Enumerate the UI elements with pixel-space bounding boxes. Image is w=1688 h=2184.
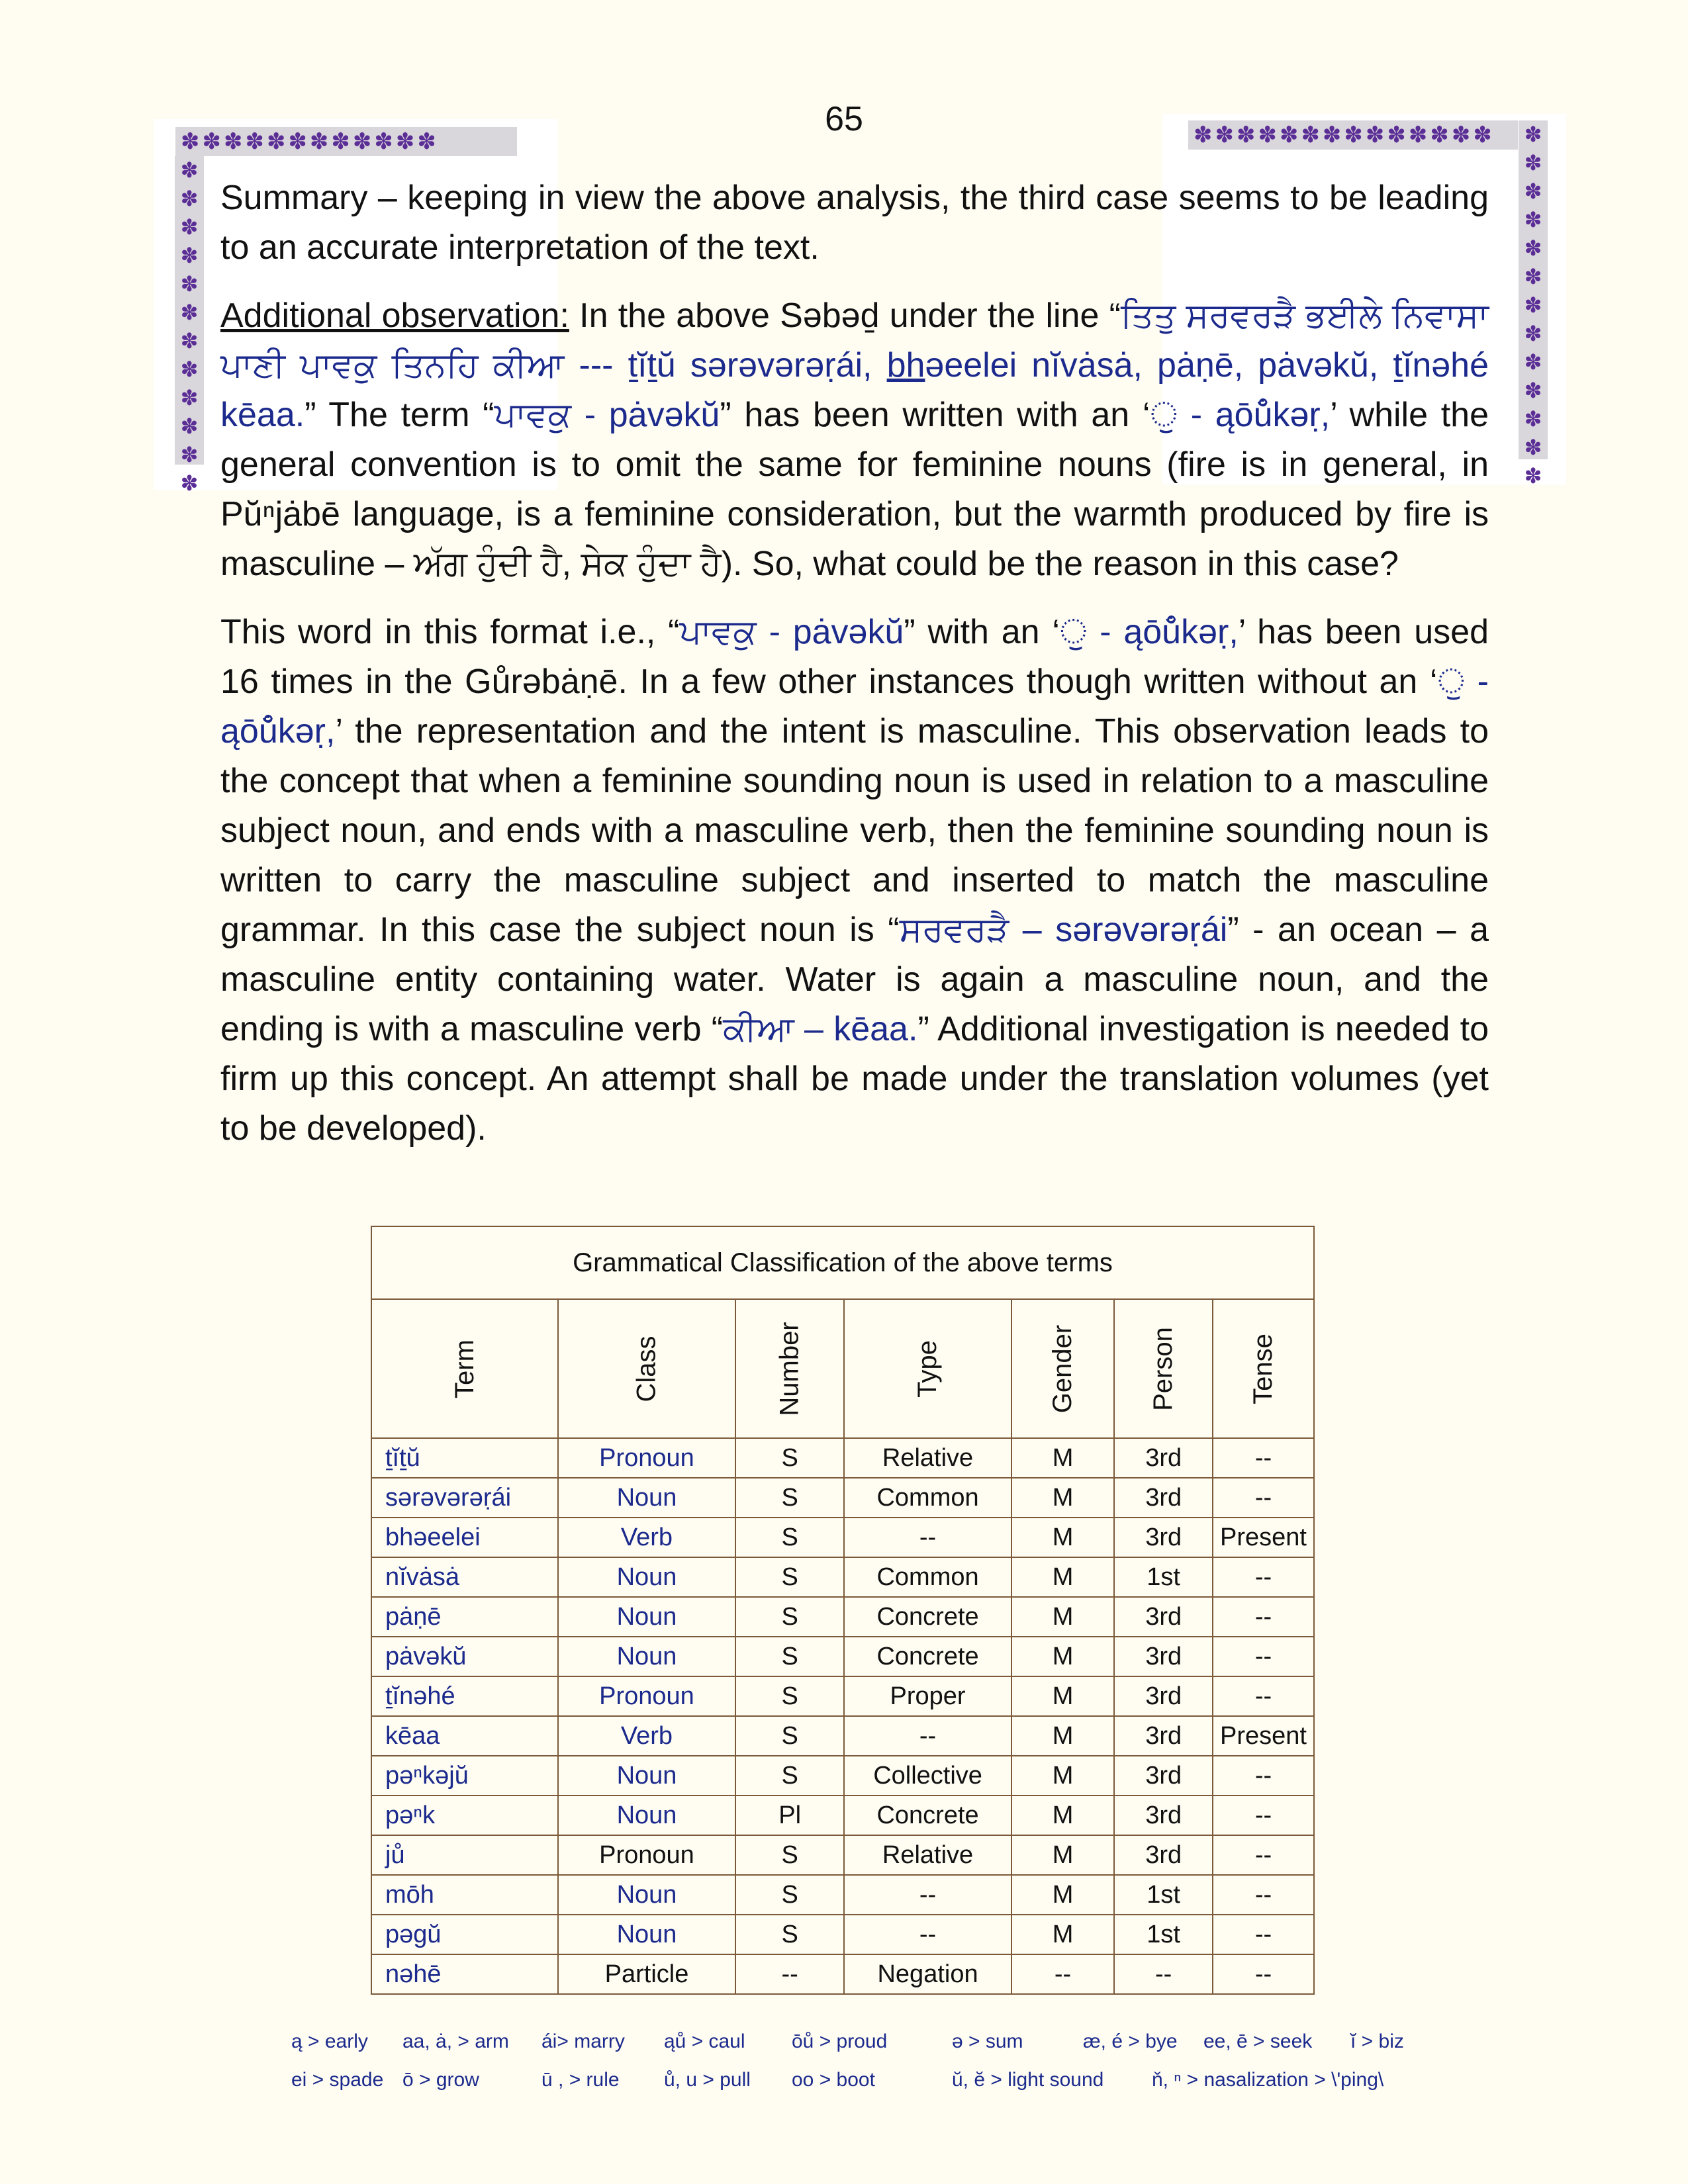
table-cell-gender: M — [1011, 1875, 1114, 1915]
table-cell-class: Noun — [558, 1637, 735, 1676]
table-row — [371, 1954, 1314, 1994]
table-cell-gender: M — [1011, 1518, 1114, 1557]
table-cell-term: pȧvəkŭ — [371, 1637, 558, 1676]
table-cell-tense: -- — [1213, 1796, 1314, 1835]
table-cell-term: pəgŭ — [371, 1915, 558, 1954]
table-cell-person: 3rd — [1114, 1597, 1213, 1637]
table-cell-term: nĭvȧsȧ — [371, 1557, 558, 1597]
table-cell-term: sərəvərəṛái — [371, 1478, 558, 1518]
legend-item: ə > sum — [952, 2030, 1023, 2052]
table-cell-gender: M — [1011, 1597, 1114, 1637]
table-cell-type: Concrete — [844, 1597, 1011, 1637]
table-cell-gender: M — [1011, 1637, 1114, 1676]
pronunciation-legend — [291, 2030, 1549, 2091]
table-cell-term: pȧṇē — [371, 1597, 558, 1637]
table-cell-term: bhəeelei — [371, 1518, 558, 1557]
header-person: Person — [1114, 1299, 1213, 1438]
table-cell-type: Relative — [844, 1835, 1011, 1875]
table-cell-term: mōh — [371, 1875, 558, 1915]
header-type: Type — [844, 1299, 1011, 1438]
table-cell-person: 3rd — [1114, 1518, 1213, 1557]
table-cell-number: S — [735, 1438, 844, 1478]
table-cell-class: Pronoun — [558, 1676, 735, 1716]
page-number: 65 — [825, 100, 863, 138]
table-cell-term: nəhē — [371, 1954, 558, 1994]
legend-item: ą > early — [291, 2030, 368, 2052]
table-row — [371, 1438, 1314, 1478]
observation-label: Additional observation: — [220, 296, 569, 335]
header-number: Number — [735, 1299, 844, 1438]
table-cell-type: -- — [844, 1518, 1011, 1557]
table-cell-class: Noun — [558, 1796, 735, 1835]
legend-item: ái> marry — [541, 2030, 625, 2052]
gurmukhi-line: ਤਿਤੁ ਸਰਵਰੜੈ ਭਈਲੇ ਨਿਵਾਸਾ ਪਾਣੀ ਪਾਵਕੁ ਤਿਨਹਿ ਕੀਆ --- — [220, 296, 1489, 385]
table-title-row — [371, 1226, 1314, 1299]
table-cell-term: kēaa — [371, 1716, 558, 1756]
legend-item: ū , > rule — [541, 2069, 620, 2091]
table-cell-class: Particle — [558, 1954, 735, 1994]
table-cell-gender: M — [1011, 1557, 1114, 1597]
table-cell-tense: -- — [1213, 1438, 1314, 1478]
table-header-row — [371, 1299, 1314, 1438]
table-cell-number: S — [735, 1875, 844, 1915]
table-cell-number: S — [735, 1478, 844, 1518]
table-cell-person: 3rd — [1114, 1756, 1213, 1796]
table-cell-person: 3rd — [1114, 1716, 1213, 1756]
table-cell-tense: Present — [1213, 1716, 1314, 1756]
table-cell-person: 1st — [1114, 1875, 1213, 1915]
table-row — [371, 1518, 1314, 1557]
concept-paragraph: This word in this format i.e., “ਪਾਵਕੁ - pȧvəkŭ” with an ‘ੁ - ąōů̐kəṛ,’ has been used 16 times in the Gůrəbȧṇē. In a few other instances though written without an ‘ੁ - ąōů̐kəṛ,’ the representation and the intent is masculine. This observation leads to the concept that when a feminine sounding noun is used in relation to a masculine subject noun, and ends with a masculine verb, then the feminine sounding noun is written to carry the masculine subject and inserted to match the masculine grammar. In this case the subject noun is “ਸਰਵਰੜੈ – sərəvərəṛái” - an ocean – a masculine entity containing water. Water is again a masculine noun, and the ending is with a masculine verb “ਕੀਆ – kēaa.” Additional investigation is needed to firm up this concept. An attempt shall be made under the translation volumes (yet to be developed). — [220, 613, 1489, 1148]
table-cell-tense: -- — [1213, 1478, 1314, 1518]
header-gender: Gender — [1011, 1299, 1114, 1438]
table-cell-term: jů — [371, 1835, 558, 1875]
table-cell-person: 1st — [1114, 1557, 1213, 1597]
table-cell-person: 3rd — [1114, 1676, 1213, 1716]
legend-item: aa, ȧ, > arm — [402, 2030, 509, 2052]
table-cell-gender: M — [1011, 1438, 1114, 1478]
table-cell-type: Negation — [844, 1954, 1011, 1994]
table-cell-gender: -- — [1011, 1954, 1114, 1994]
legend-item: ů, u > pull — [664, 2069, 751, 2091]
table-cell-gender: M — [1011, 1796, 1114, 1835]
grammar-table — [371, 1226, 1315, 1995]
top-right-border: ✽✽✽✽✽✽✽✽✽✽✽✽✽✽ — [1188, 120, 1518, 150]
table-cell-class: Pronoun — [558, 1438, 735, 1478]
body-text — [220, 173, 1489, 1172]
table-cell-tense: -- — [1213, 1557, 1314, 1597]
table-cell-class: Noun — [558, 1557, 735, 1597]
table-row — [371, 1557, 1314, 1597]
table-cell-number: S — [735, 1676, 844, 1716]
table-cell-tense: -- — [1213, 1915, 1314, 1954]
table-cell-number: S — [735, 1756, 844, 1796]
table-cell-number: S — [735, 1637, 844, 1676]
observation-paragraph: Additional observation: In the above Səbəḏ under the line “ਤਿਤੁ ਸਰਵਰੜੈ ਭਈਲੇ ਨਿਵਾਸਾ ਪਾਣੀ ਪਾਵਕੁ ਤਿਨਹਿ ਕੀਆ --- ṯĭṯŭ sərəvərəṛái, bhəeelei nĭvȧsȧ, pȧṇē, pȧvəkŭ, ṯĭnəhé kēaa.” The term “ਪਾਵਕੁ - pȧvəkŭ” has been written with an ‘ੁ - ąōů̐kəṛ,’ while the general convention is to omit the same for feminine nouns (fire is in general, in Pŭⁿjȧbē language, is a feminine consideration, but the warmth produced by fire is masculine – ਅੱਗ ਹੁੰਦੀ ਹੈ, ਸੇਕ ਹੁੰਦਾ ਹੈ). So, what could be the reason in this case? — [220, 296, 1489, 583]
table-cell-person: 3rd — [1114, 1637, 1213, 1676]
table-cell-type: Concrete — [844, 1796, 1011, 1835]
table-cell-tense: -- — [1213, 1875, 1314, 1915]
table-cell-number: S — [735, 1557, 844, 1597]
legend-item: æ, é > bye — [1083, 2030, 1178, 2052]
legend-item: oo > boot — [792, 2069, 875, 2091]
table-cell-class: Noun — [558, 1597, 735, 1637]
table-title: Grammatical Classification of the above terms — [371, 1226, 1314, 1299]
right-vertical-border: ✽ ✽ ✽ ✽ ✽ ✽ ✽ ✽ ✽ ✽ ✽ ✽ ✽ — [1519, 120, 1548, 459]
table-cell-tense: Present — [1213, 1518, 1314, 1557]
table-cell-tense: -- — [1213, 1597, 1314, 1637]
header-tense: Tense — [1213, 1299, 1314, 1438]
table-cell-number: S — [735, 1716, 844, 1756]
legend-item: ŭ, ĕ > light sound — [952, 2069, 1104, 2091]
table-cell-tense: -- — [1213, 1954, 1314, 1994]
table-row — [371, 1478, 1314, 1518]
table-cell-person: 3rd — [1114, 1478, 1213, 1518]
table-cell-person: 1st — [1114, 1915, 1213, 1954]
table-cell-gender: M — [1011, 1478, 1114, 1518]
table-cell-term: pəⁿk — [371, 1796, 558, 1835]
table-row — [371, 1835, 1314, 1875]
table-cell-class: Noun — [558, 1875, 735, 1915]
legend-item: ee, ē > seek — [1203, 2030, 1313, 2052]
table-cell-tense: -- — [1213, 1835, 1314, 1875]
table-cell-type: Common — [844, 1478, 1011, 1518]
left-vertical-border: ✽ ✽ ✽ ✽ ✽ ✽ ✽ ✽ ✽ ✽ ✽ ✽ — [175, 156, 204, 465]
table-cell-type: -- — [844, 1716, 1011, 1756]
table-cell-type: Common — [844, 1557, 1011, 1597]
legend-item: ĭ > biz — [1350, 2030, 1404, 2052]
table-cell-person: 3rd — [1114, 1438, 1213, 1478]
table-cell-gender: M — [1011, 1676, 1114, 1716]
table-cell-tense: -- — [1213, 1756, 1314, 1796]
table-cell-type: -- — [844, 1875, 1011, 1915]
table-cell-number: S — [735, 1518, 844, 1557]
header-term: Term — [371, 1299, 558, 1438]
table-cell-class: Verb — [558, 1518, 735, 1557]
table-row — [371, 1716, 1314, 1756]
header-class: Class — [558, 1299, 735, 1438]
table-cell-class: Pronoun — [558, 1835, 735, 1875]
legend-row-1 — [291, 2030, 1549, 2069]
table-cell-class: Noun — [558, 1756, 735, 1796]
table-cell-person: 3rd — [1114, 1835, 1213, 1875]
table-cell-type: Collective — [844, 1756, 1011, 1796]
table-cell-tense: -- — [1213, 1637, 1314, 1676]
table-row — [371, 1637, 1314, 1676]
table-cell-gender: M — [1011, 1835, 1114, 1875]
table-cell-gender: M — [1011, 1716, 1114, 1756]
table-row — [371, 1796, 1314, 1835]
table-cell-class: Noun — [558, 1478, 735, 1518]
table-row — [371, 1915, 1314, 1954]
table-cell-number: Pl — [735, 1796, 844, 1835]
table-cell-person: 3rd — [1114, 1796, 1213, 1835]
legend-item: ei > spade — [291, 2069, 384, 2091]
table-row — [371, 1597, 1314, 1637]
table-cell-type: -- — [844, 1915, 1011, 1954]
table-cell-number: -- — [735, 1954, 844, 1994]
legend-item: ō > grow — [402, 2069, 479, 2091]
table-cell-person: -- — [1114, 1954, 1213, 1994]
table-cell-class: Verb — [558, 1716, 735, 1756]
table-cell-term: ṯĭnəhé — [371, 1676, 558, 1716]
table-cell-gender: M — [1011, 1915, 1114, 1954]
table-cell-term: ṯĭṯŭ — [371, 1438, 558, 1478]
legend-item: ň, ⁿ > nasalization > \'ping\ — [1152, 2069, 1384, 2091]
legend-item: ąů > caul — [664, 2030, 745, 2052]
table-cell-number: S — [735, 1597, 844, 1637]
table-cell-type: Concrete — [844, 1637, 1011, 1676]
table-cell-number: S — [735, 1915, 844, 1954]
table-cell-number: S — [735, 1835, 844, 1875]
table-cell-type: Proper — [844, 1676, 1011, 1716]
table-row — [371, 1676, 1314, 1716]
table-row — [371, 1875, 1314, 1915]
top-left-border: ✽✽✽✽✽✽✽✽✽✽✽✽ — [175, 127, 517, 156]
table-cell-term: pəⁿkəjŭ — [371, 1756, 558, 1796]
table-cell-gender: M — [1011, 1756, 1114, 1796]
legend-item: ōů > proud — [792, 2030, 888, 2052]
table-row — [371, 1756, 1314, 1796]
table-cell-tense: -- — [1213, 1676, 1314, 1716]
summary-paragraph: Summary – keeping in view the above analysis, the third case seems to be leading to an accurate interpretation of the text. — [220, 179, 1489, 267]
table-cell-type: Relative — [844, 1438, 1011, 1478]
table-cell-class: Noun — [558, 1915, 735, 1954]
